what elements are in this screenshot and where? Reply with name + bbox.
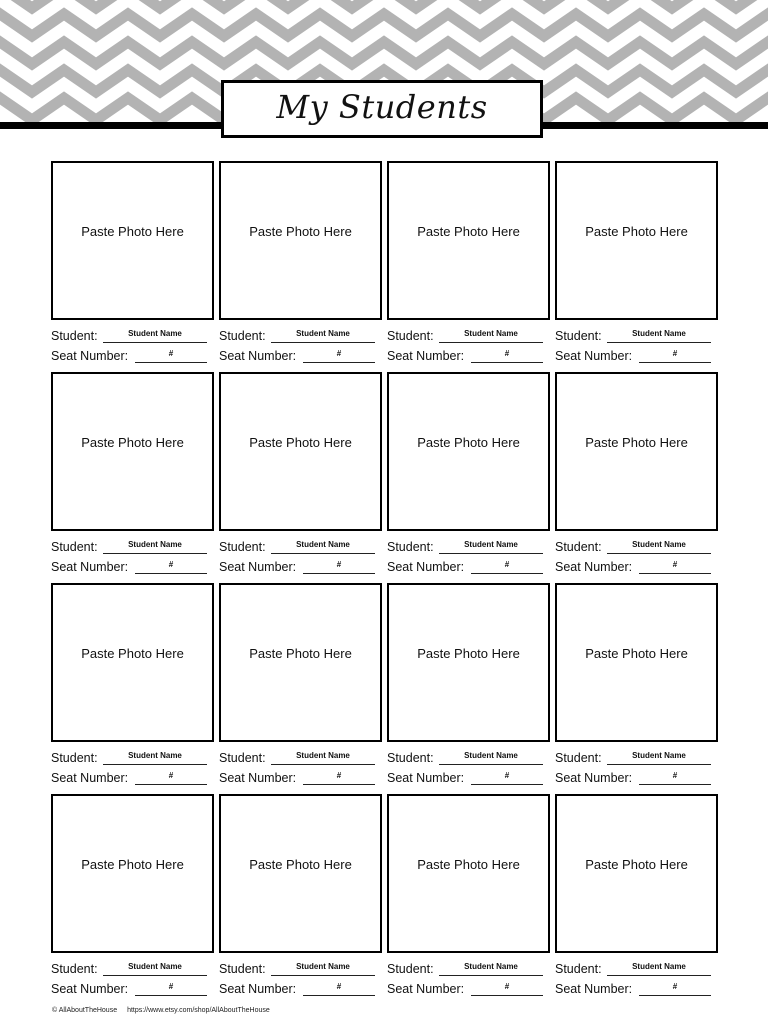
student-card <box>51 161 214 367</box>
student-name-row <box>219 538 382 556</box>
student-name-row <box>387 327 550 345</box>
photo-placeholder[interactable] <box>219 161 382 320</box>
student-card <box>387 794 550 1000</box>
seat-number-row <box>51 347 214 365</box>
student-card <box>555 161 718 367</box>
photo-placeholder[interactable] <box>51 583 214 742</box>
seat-number-label: Seat Number: <box>555 560 633 574</box>
student-name-field[interactable]: Student Name <box>607 961 711 976</box>
student-name-field[interactable]: Student Name <box>439 961 543 976</box>
photo-placeholder[interactable] <box>555 161 718 320</box>
photo-placeholder[interactable] <box>51 372 214 531</box>
photo-placeholder[interactable] <box>219 794 382 953</box>
student-cards-grid <box>51 161 718 1000</box>
seat-number-row <box>387 769 550 787</box>
seat-number-label: Seat Number: <box>387 982 465 996</box>
photo-placeholder-label: Paste Photo Here <box>585 857 688 872</box>
seat-number-field[interactable]: # <box>471 770 543 785</box>
photo-placeholder-label: Paste Photo Here <box>81 857 184 872</box>
student-label: Student: <box>219 329 266 343</box>
student-label: Student: <box>387 751 434 765</box>
student-name-row <box>51 327 214 345</box>
student-card <box>219 372 382 578</box>
seat-number-label: Seat Number: <box>219 771 297 785</box>
photo-placeholder[interactable] <box>555 583 718 742</box>
student-card <box>555 372 718 578</box>
seat-number-label: Seat Number: <box>387 771 465 785</box>
title-box <box>221 80 543 138</box>
student-label: Student: <box>555 329 602 343</box>
seat-number-row <box>555 769 718 787</box>
photo-placeholder-label: Paste Photo Here <box>417 435 520 450</box>
student-name-row <box>219 960 382 978</box>
student-name-row <box>387 538 550 556</box>
student-name-row <box>387 749 550 767</box>
seat-number-label: Seat Number: <box>51 771 129 785</box>
student-card <box>387 372 550 578</box>
student-name-field[interactable]: Student Name <box>439 539 543 554</box>
student-name-row <box>555 327 718 345</box>
student-card <box>555 794 718 1000</box>
seat-number-field[interactable]: # <box>639 770 711 785</box>
student-label: Student: <box>51 751 98 765</box>
seat-number-field[interactable]: # <box>639 981 711 996</box>
seat-number-row <box>219 558 382 576</box>
student-card <box>555 583 718 789</box>
seat-number-row <box>387 347 550 365</box>
photo-placeholder[interactable] <box>387 372 550 531</box>
student-label: Student: <box>387 540 434 554</box>
seat-number-label: Seat Number: <box>219 349 297 363</box>
student-name-row <box>555 749 718 767</box>
student-card <box>51 372 214 578</box>
seat-number-label: Seat Number: <box>555 771 633 785</box>
seat-number-label: Seat Number: <box>219 982 297 996</box>
photo-placeholder-label: Paste Photo Here <box>417 646 520 661</box>
student-name-field[interactable]: Student Name <box>103 328 207 343</box>
seat-number-field[interactable]: # <box>471 981 543 996</box>
seat-number-row <box>555 558 718 576</box>
student-name-field[interactable]: Student Name <box>439 328 543 343</box>
student-label: Student: <box>51 540 98 554</box>
student-name-row <box>51 749 214 767</box>
student-label: Student: <box>555 540 602 554</box>
student-name-field[interactable]: Student Name <box>439 750 543 765</box>
photo-placeholder[interactable] <box>219 372 382 531</box>
seat-number-field[interactable]: # <box>639 559 711 574</box>
chevron-stripe <box>0 0 768 8</box>
photo-placeholder-label: Paste Photo Here <box>417 224 520 239</box>
photo-placeholder-label: Paste Photo Here <box>249 224 352 239</box>
photo-placeholder-label: Paste Photo Here <box>81 646 184 661</box>
student-label: Student: <box>555 962 602 976</box>
photo-placeholder-label: Paste Photo Here <box>81 435 184 450</box>
seat-number-row <box>51 980 214 998</box>
student-name-field[interactable]: Student Name <box>607 328 711 343</box>
seat-number-field[interactable]: # <box>303 770 375 785</box>
student-name-row <box>387 960 550 978</box>
photo-placeholder-label: Paste Photo Here <box>585 224 688 239</box>
seat-number-row <box>219 980 382 998</box>
student-name-field[interactable]: Student Name <box>103 961 207 976</box>
student-label: Student: <box>219 962 266 976</box>
student-name-field[interactable]: Student Name <box>271 539 375 554</box>
student-card <box>387 583 550 789</box>
seat-number-field[interactable]: # <box>303 559 375 574</box>
student-card <box>51 583 214 789</box>
seat-number-label: Seat Number: <box>555 982 633 996</box>
student-label: Student: <box>51 962 98 976</box>
seat-number-label: Seat Number: <box>51 560 129 574</box>
footer-url: https://www.etsy.com/shop/AllAboutTheHouse <box>127 1007 270 1014</box>
student-name-field[interactable]: Student Name <box>607 539 711 554</box>
seat-number-field[interactable]: # <box>135 981 207 996</box>
student-name-row <box>555 538 718 556</box>
footer <box>52 1007 270 1014</box>
seat-number-label: Seat Number: <box>219 560 297 574</box>
student-name-row <box>219 327 382 345</box>
seat-number-label: Seat Number: <box>387 560 465 574</box>
photo-placeholder[interactable] <box>219 583 382 742</box>
student-label: Student: <box>387 329 434 343</box>
photo-placeholder[interactable] <box>387 161 550 320</box>
student-card <box>51 794 214 1000</box>
student-card <box>219 583 382 789</box>
student-card <box>387 161 550 367</box>
seat-number-label: Seat Number: <box>555 349 633 363</box>
chevron-stripe <box>0 14 768 36</box>
seat-number-row <box>387 558 550 576</box>
photo-placeholder[interactable] <box>387 583 550 742</box>
page-title: My Students <box>276 88 488 126</box>
photo-placeholder[interactable] <box>51 794 214 953</box>
photo-placeholder-label: Paste Photo Here <box>585 646 688 661</box>
photo-placeholder-label: Paste Photo Here <box>81 224 184 239</box>
seat-number-field[interactable]: # <box>471 348 543 363</box>
student-name-row <box>555 960 718 978</box>
chevron-stripe <box>0 42 768 64</box>
seat-number-row <box>555 347 718 365</box>
seat-number-label: Seat Number: <box>51 982 129 996</box>
student-card <box>219 161 382 367</box>
seat-number-row <box>219 347 382 365</box>
student-name-field[interactable]: Student Name <box>103 750 207 765</box>
seat-number-field[interactable]: # <box>471 559 543 574</box>
student-label: Student: <box>219 540 266 554</box>
student-name-field[interactable]: Student Name <box>103 539 207 554</box>
student-card <box>219 794 382 1000</box>
photo-placeholder[interactable] <box>387 794 550 953</box>
seat-number-field[interactable]: # <box>135 770 207 785</box>
student-name-field[interactable]: Student Name <box>271 961 375 976</box>
footer-copyright: © AllAboutTheHouse <box>52 1007 118 1014</box>
photo-placeholder[interactable] <box>555 372 718 531</box>
seat-number-row <box>51 769 214 787</box>
student-label: Student: <box>555 751 602 765</box>
seat-number-row <box>219 769 382 787</box>
photo-placeholder-label: Paste Photo Here <box>249 857 352 872</box>
seat-number-field[interactable]: # <box>639 348 711 363</box>
student-name-field[interactable]: Student Name <box>271 750 375 765</box>
seat-number-row <box>51 558 214 576</box>
photo-placeholder-label: Paste Photo Here <box>249 646 352 661</box>
student-label: Student: <box>387 962 434 976</box>
seat-number-label: Seat Number: <box>51 349 129 363</box>
seat-number-row <box>387 980 550 998</box>
student-name-row <box>51 960 214 978</box>
student-label: Student: <box>51 329 98 343</box>
seat-number-label: Seat Number: <box>387 349 465 363</box>
photo-placeholder[interactable] <box>51 161 214 320</box>
student-label: Student: <box>219 751 266 765</box>
photo-placeholder[interactable] <box>555 794 718 953</box>
photo-placeholder-label: Paste Photo Here <box>249 435 352 450</box>
student-name-field[interactable]: Student Name <box>607 750 711 765</box>
seat-number-field[interactable]: # <box>303 981 375 996</box>
seat-number-row <box>555 980 718 998</box>
seat-number-field[interactable]: # <box>135 559 207 574</box>
student-name-row <box>51 538 214 556</box>
photo-placeholder-label: Paste Photo Here <box>417 857 520 872</box>
seat-number-field[interactable]: # <box>135 348 207 363</box>
photo-placeholder-label: Paste Photo Here <box>585 435 688 450</box>
student-name-row <box>219 749 382 767</box>
student-name-field[interactable]: Student Name <box>271 328 375 343</box>
seat-number-field[interactable]: # <box>303 348 375 363</box>
